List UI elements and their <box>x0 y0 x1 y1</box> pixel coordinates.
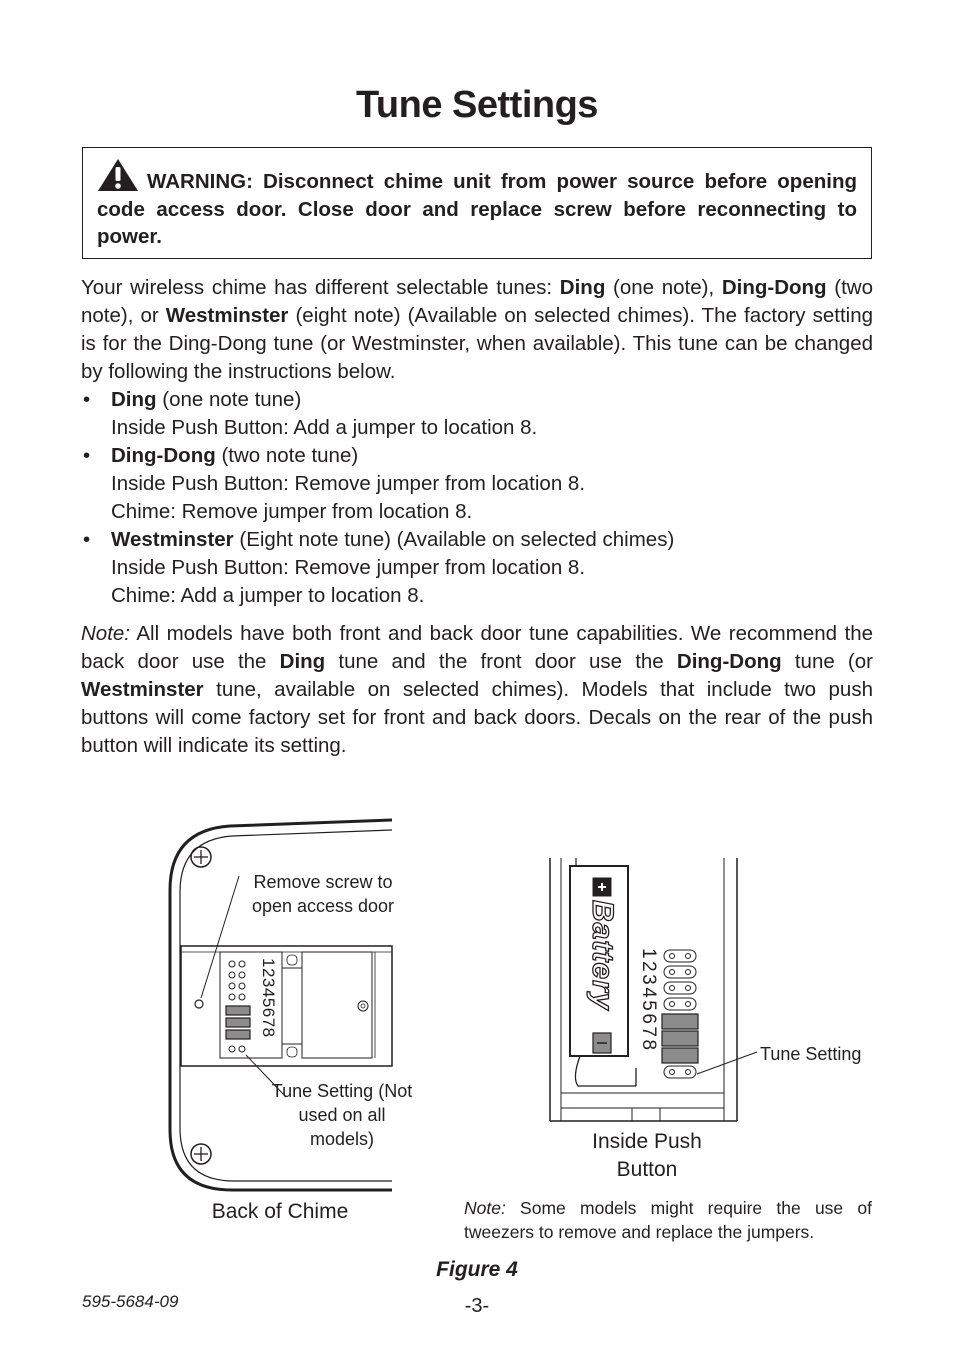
ding-term: Ding <box>559 276 606 299</box>
battery-label: Battery <box>586 900 619 1011</box>
tweezers-note <box>464 1196 872 1244</box>
tune-name: Westminster <box>111 528 234 551</box>
dingdong-term: Ding-Dong <box>721 276 827 299</box>
chime-caption: Back of Chime <box>211 1200 349 1223</box>
bullet: • <box>83 444 91 467</box>
figure-label: Figure 4 <box>436 1258 518 1281</box>
westminster-term: Westminster <box>165 304 289 327</box>
chime-tune-setting-label: Tune Setting (Not used on all models) <box>271 1081 413 1149</box>
tune-instruction: Inside Push Button: Add a jumper to location 8. <box>111 416 538 439</box>
intro-text: Your wireless chime has different selectable tunes: <box>81 276 560 299</box>
tune-instruction: Chime: Remove jumper from location 8. <box>111 500 473 523</box>
tune-name: Ding-Dong <box>111 444 216 467</box>
intro-text: (eight note) (Available on selected chimes). The factory setting is for the Ding-Dong tune (or Westminster, when available). This tune can be changed by following the instructions below. <box>81 304 873 383</box>
intro-text: (one note), <box>605 276 722 299</box>
chime-pin-numbers: 12345678 <box>259 958 278 1038</box>
bullet: • <box>83 528 91 551</box>
note-text: tune, available on selected chimes). Models that include two push buttons will come factory set for front and back doors. Decals on the rear of the push button will indicate its setting. <box>81 678 873 757</box>
dingdong-term: Ding-Dong <box>676 650 782 673</box>
note-label: Note: <box>464 1198 506 1218</box>
button-pin-numbers: 12345678 <box>638 948 659 1053</box>
note-text: tune (or <box>781 650 873 673</box>
tune-desc: (one note tune) <box>156 388 302 411</box>
button-tune-setting-label: Tune Setting <box>760 1044 862 1064</box>
tune-desc: (Eight note tune) (Available on selected chimes) <box>233 528 675 551</box>
page-title: Tune Settings <box>356 84 598 126</box>
chime-jumpers <box>226 1006 250 1039</box>
note-text: Some models might require the use of tweezers to remove and replace the jumpers. <box>464 1198 872 1242</box>
tune-name: Ding <box>111 388 157 411</box>
note-label: Note: <box>81 622 130 645</box>
tune-instruction: Inside Push Button: Remove jumper from location 8. <box>111 556 586 579</box>
intro-text: (two note), or <box>81 276 873 327</box>
bullet: • <box>83 388 91 411</box>
note-text: tune and the front door use the <box>325 650 677 673</box>
button-jumpers <box>662 1014 698 1063</box>
note-text: All models have both front and back door tune capabilities. We recommend the back door use the <box>81 622 873 673</box>
ding-term: Ding <box>279 650 326 673</box>
page-number: -3- <box>464 1295 490 1317</box>
screw-label: Remove screw to open access door <box>251 872 395 916</box>
tune-desc: (two note tune) <box>215 444 359 467</box>
button-caption: Inside Push Button <box>592 1130 702 1181</box>
westminster-term: Westminster <box>81 678 204 701</box>
tune-instruction: Chime: Add a jumper to location 8. <box>111 584 425 607</box>
tune-instruction: Inside Push Button: Remove jumper from location 8. <box>111 472 586 495</box>
document-number: 595-5684-09 <box>82 1292 179 1311</box>
warning-text: WARNING: Disconnect chime unit from power source before opening code access door. Close door and replace screw before reconnecting to power. <box>97 170 857 248</box>
